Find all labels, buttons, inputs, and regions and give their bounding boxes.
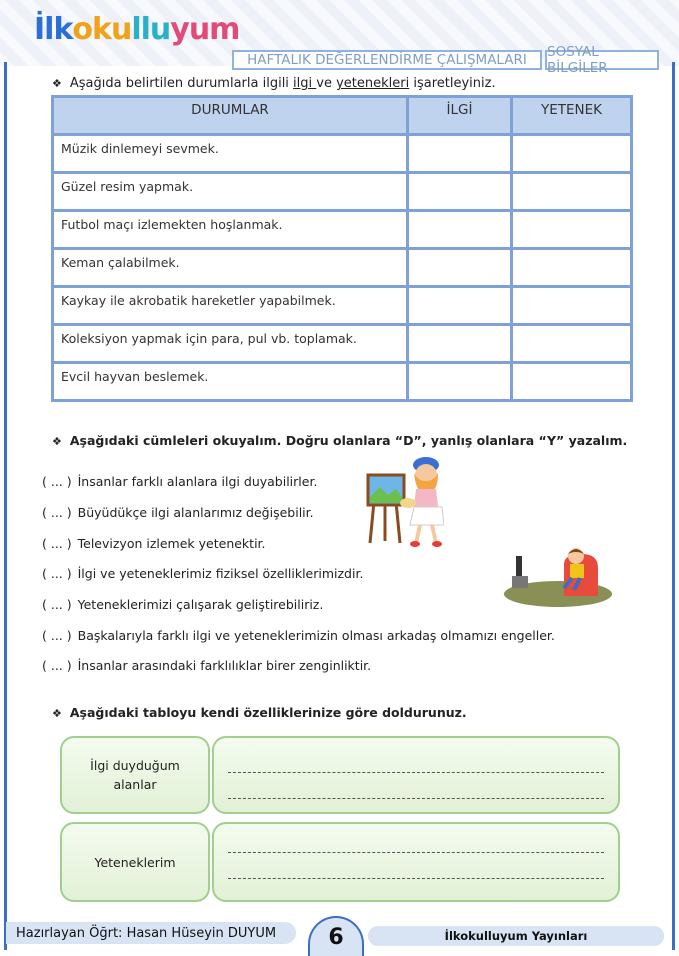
banner-subject: SOSYAL BİLGİLER	[545, 50, 659, 70]
answer-blank[interactable]: ( ... )	[42, 658, 72, 673]
section1-instruction: ❖ Aşağıda belirtilen durumlarla ilgili ilgi ve yetenekleri işaretleyiniz.	[52, 76, 496, 91]
answer-blank[interactable]: ( ... )	[42, 597, 72, 612]
answer-line[interactable]	[228, 798, 604, 799]
statement-text: Başkalarıyla farklı ilgi ve yeteneklerimizin olması arkadaş olmamızı engeller.	[77, 628, 555, 643]
ability-checkbox-cell[interactable]	[512, 135, 632, 173]
table-row	[53, 249, 632, 287]
abilities-label: Yeteneklerim	[94, 854, 176, 870]
true-false-item	[42, 474, 317, 489]
tv-icon	[512, 556, 528, 588]
column-header-ilgi: İLGİ	[408, 97, 512, 135]
ability-checkbox-cell[interactable]	[512, 287, 632, 325]
answer-line[interactable]	[228, 852, 604, 853]
diamond-bullet-icon: ❖	[52, 77, 62, 90]
situation-cell: Koleksiyon yapmak için para, pul vb. toplamak.	[53, 325, 408, 363]
tv-watching-boy-illustration	[502, 544, 614, 608]
answer-line[interactable]	[228, 772, 604, 773]
section2-instruction: ❖ Aşağıdaki cümleleri okuyalım. Doğru olanlara “D”, yanlış olanlara “Y” yazalım.	[52, 433, 628, 448]
ability-checkbox-cell[interactable]	[512, 363, 632, 401]
table-row	[53, 363, 632, 401]
author-credit: Hazırlayan Öğrt: Hasan Hüseyin DUYUM	[6, 922, 296, 944]
statement-text: Büyüdükçe ilgi alanlarımız değişebilir.	[77, 505, 314, 520]
interests-label-line1: İlgi duyduğum	[90, 758, 180, 773]
ability-checkbox-cell[interactable]	[512, 325, 632, 363]
true-false-item	[42, 566, 363, 581]
diamond-bullet-icon: ❖	[52, 435, 62, 448]
interests-answer-box[interactable]	[212, 736, 620, 814]
situation-cell: Evcil hayvan beslemek.	[53, 363, 408, 401]
statement-text: Yeteneklerimizi çalışarak geliştirebiliriz.	[77, 597, 324, 612]
situation-cell: Kaykay ile akrobatik hareketler yapabilmek.	[53, 287, 408, 325]
ability-checkbox-cell[interactable]	[512, 211, 632, 249]
interest-checkbox-cell[interactable]	[408, 363, 512, 401]
ability-checkbox-cell[interactable]	[512, 173, 632, 211]
ability-checkbox-cell[interactable]	[512, 249, 632, 287]
true-false-item	[42, 628, 555, 643]
situation-cell: Keman çalabilmek.	[53, 249, 408, 287]
page-number: 6	[308, 916, 364, 956]
true-false-item	[42, 658, 371, 673]
painting-girl-illustration	[364, 451, 444, 547]
table-row	[53, 325, 632, 363]
true-false-item	[42, 536, 266, 551]
column-header-durumlar: DURUMLAR	[53, 97, 408, 135]
diamond-bullet-icon: ❖	[52, 707, 62, 720]
answer-blank[interactable]: ( ... )	[42, 566, 72, 581]
answer-line[interactable]	[228, 878, 604, 879]
table-row	[53, 287, 632, 325]
situation-cell: Müzik dinlemeyi sevmek.	[53, 135, 408, 173]
interest-checkbox-cell[interactable]	[408, 135, 512, 173]
interest-checkbox-cell[interactable]	[408, 325, 512, 363]
statement-text: İnsanlar farklı alanlara ilgi duyabilirler.	[77, 474, 318, 489]
easel-icon	[368, 475, 404, 543]
answer-blank[interactable]: ( ... )	[42, 505, 72, 520]
table-row	[53, 211, 632, 249]
interest-checkbox-cell[interactable]	[408, 287, 512, 325]
answer-blank[interactable]: ( ... )	[42, 536, 72, 551]
interests-label-box	[60, 736, 210, 814]
section3-instruction: ❖ Aşağıdaki tabloyu kendi özelliklerinize göre doldurunuz.	[52, 705, 467, 720]
situation-cell: Güzel resim yapmak.	[53, 173, 408, 211]
table-row	[53, 173, 632, 211]
answer-blank[interactable]: ( ... )	[42, 474, 72, 489]
girl-icon	[400, 457, 444, 547]
abilities-label-box	[60, 822, 210, 902]
boy-in-armchair-icon	[564, 548, 598, 596]
true-false-item	[42, 597, 323, 612]
statement-text: İnsanlar arasındaki farklılıklar birer zenginliktir.	[77, 658, 372, 673]
statement-text: İlgi ve yeteneklerimiz fiziksel özelliklerimizdir.	[77, 566, 364, 581]
publisher-name: İlkokulluyum Yayınları	[368, 926, 664, 946]
answer-blank[interactable]: ( ... )	[42, 628, 72, 643]
interest-checkbox-cell[interactable]	[408, 249, 512, 287]
interests-label-line2: alanlar	[113, 777, 157, 792]
banner-title: HAFTALIK DEĞERLENDİRME ÇALIŞMALARI	[232, 50, 542, 70]
true-false-item	[42, 505, 314, 520]
table-row	[53, 135, 632, 173]
statement-text: Televizyon izlemek yetenektir.	[77, 536, 266, 551]
column-header-yetenek: YETENEK	[512, 97, 632, 135]
situation-cell: Futbol maçı izlemekten hoşlanmak.	[53, 211, 408, 249]
brand-logo: İlk oku llu yum	[34, 11, 240, 47]
interest-ability-table	[51, 95, 633, 402]
interest-checkbox-cell[interactable]	[408, 211, 512, 249]
interest-checkbox-cell[interactable]	[408, 173, 512, 211]
abilities-answer-box[interactable]	[212, 822, 620, 902]
